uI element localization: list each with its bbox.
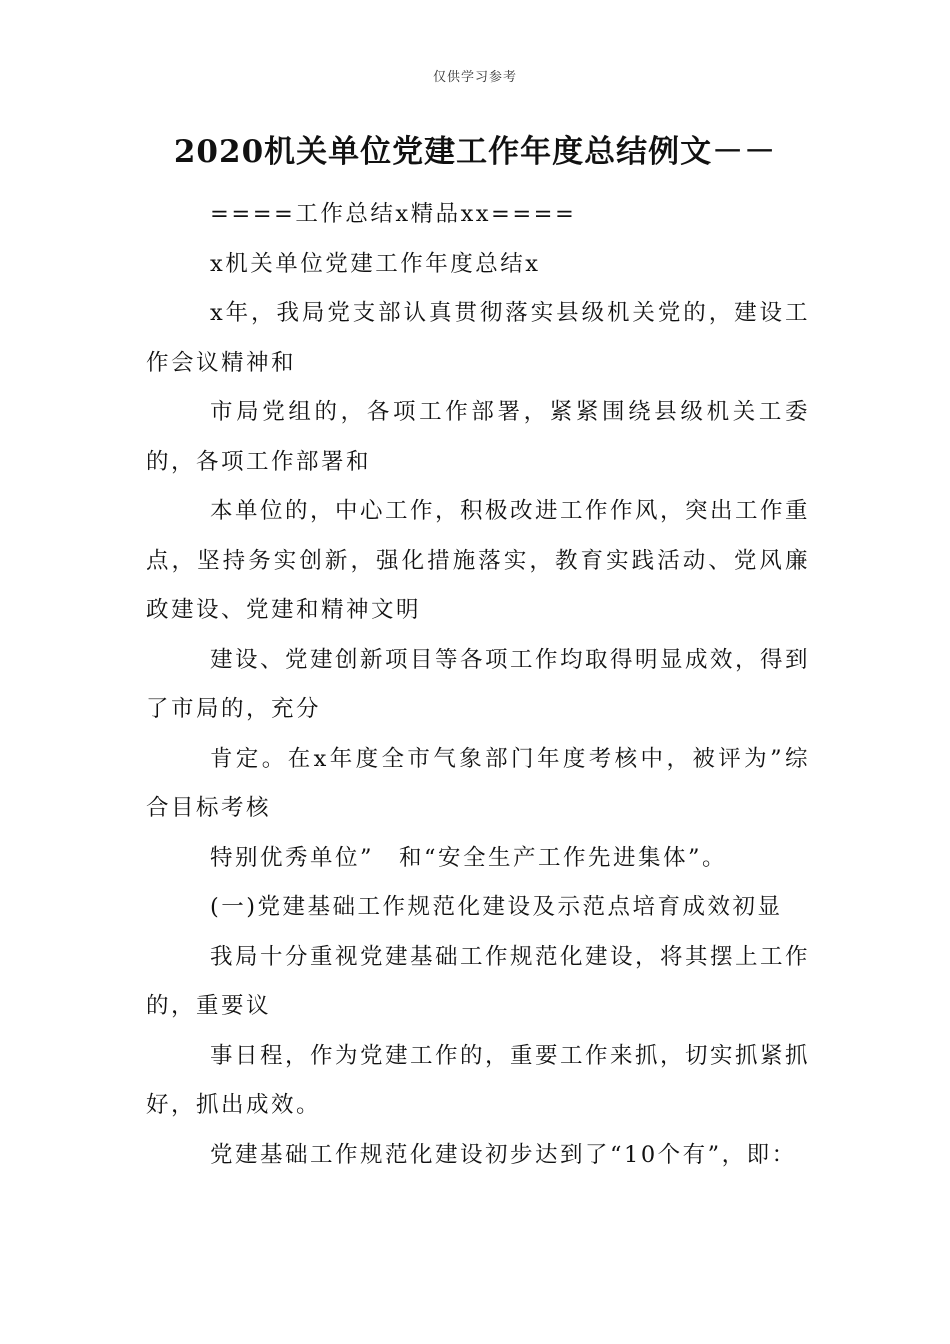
- paragraph: 市局党组的，各项工作部署，紧紧围绕县级机关工委的，各项工作部署和: [146, 399, 810, 475]
- paragraph: (一)党建基础工作规范化建设及示范点培育成效初显: [210, 894, 783, 920]
- paragraph: ====工作总结x精品xx====: [210, 201, 577, 227]
- paragraph: 我局十分重视党建基础工作规范化建设，将其摆上工作的，重要议: [146, 943, 811, 1019]
- document-title: 2020机关单位党建工作年度总结例文－－: [173, 134, 777, 170]
- paragraph: x机关单位党建工作年度总结x: [210, 250, 541, 277]
- paragraph: 特别优秀单位” 和“安全生产工作先进集体”。: [210, 844, 728, 871]
- paragraph: 本单位的，中心工作，积极改进工作作风，突出工作重点，坚持务实创新，强化措施落实，教育实践活动、党风廉政建设、党建和精神文明: [146, 498, 811, 623]
- document-body: [146, 190, 810, 1180]
- paragraph: 事日程，作为党建工作的，重要工作来抓，切实抓紧抓好，抓出成效。: [146, 1042, 811, 1118]
- paragraph: x年，我局党支部认真贯彻落实县级机关党的，建设工作会议精神和: [146, 300, 810, 376]
- paragraph: 党建基础工作规范化建设初步达到了“10个有”，即：: [210, 1141, 797, 1168]
- paragraph: 肯定。在x年度全市气象部门年度考核中，被评为”综合目标考核: [146, 745, 810, 821]
- paragraph: 建设、党建创新项目等各项工作均取得明显成效，得到了市局的，充分: [146, 646, 811, 722]
- header-note: 仅供学习参考: [432, 70, 517, 85]
